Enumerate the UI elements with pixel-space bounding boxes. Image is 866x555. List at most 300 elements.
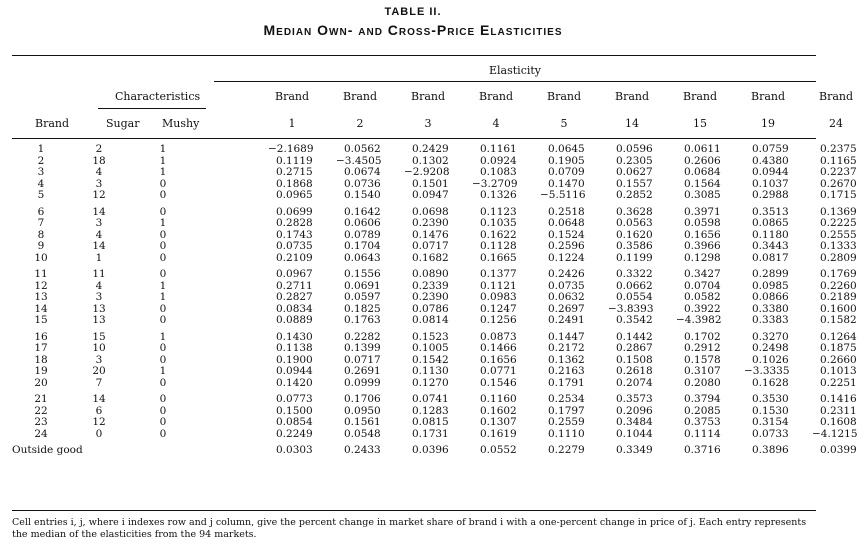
elasticity-cell: 0.0771 [480,365,517,377]
elasticity-cell: 0.0563 [616,217,653,229]
table-row [10,394,816,406]
sugar-cell: 14 [92,393,106,405]
sugar-cell: 14 [92,205,106,218]
elasticity-cell: 0.1013 [820,365,857,377]
elasticity-cell: 0.0789 [344,228,381,241]
elasticity-cell: 0.2559 [548,416,585,428]
sugar-cell: 3 [95,177,103,190]
header-elasticity-brand-number: 15 [693,117,707,130]
elasticity-cell: 0.2715 [276,166,313,178]
elasticity-cell: 0.0950 [344,404,381,417]
elasticity-cell: 0.0303 [276,444,313,456]
elasticity-cell: 0.3586 [616,240,653,252]
elasticity-cell: 0.1557 [616,177,653,190]
elasticity-cell: 0.1715 [820,189,857,201]
elasticity-cell: 0.3971 [684,205,721,218]
elasticity-cell: 0.1369 [820,205,857,218]
elasticity-cell: 0.1247 [480,302,517,315]
elasticity-cell: 0.1470 [548,177,585,190]
elasticity-cell: 0.1546 [480,376,517,389]
elasticity-cell: 0.2828 [276,217,313,229]
spacer-cell [200,269,258,281]
sugar-cell: 14 [92,240,106,252]
elasticity-cell: 0.0854 [276,416,313,428]
elasticity-cell: −3.2709 [472,177,518,190]
elasticity-cell: 0.1791 [548,376,585,389]
elasticity-cell: 0.2711 [276,279,313,292]
sugar-cell: 3 [95,291,103,303]
sugar-cell: 4 [95,279,103,292]
elasticity-cell: 0.1628 [752,376,789,389]
characteristics-rule [98,108,206,109]
table-row [10,241,816,253]
header-elasticity-brand-number: 14 [625,117,639,130]
brand-cell: 22 [34,404,48,417]
elasticity-cell: 0.3380 [752,302,789,315]
sugar-cell: 12 [92,189,106,201]
elasticity-cell: 0.0662 [616,279,653,292]
elasticity-cell: 0.0735 [548,279,585,292]
elasticity-cell: 0.3966 [684,240,721,252]
elasticity-cell: 0.0717 [412,240,449,252]
elasticity-cell: 0.2691 [344,365,381,377]
sugar-cell: 0 [95,427,103,440]
spacer-cell [200,156,258,168]
mushy-cell: 0 [159,189,167,201]
elasticity-cell: 0.2339 [412,279,449,292]
elasticity-cell: 0.1123 [480,205,517,218]
brand-cell: 17 [34,342,48,354]
brand-cell: 19 [34,365,48,377]
elasticity-cell: 0.3349 [616,444,653,456]
header-elasticity: Elasticity [489,64,542,77]
elasticity-cell: 0.3085 [684,189,721,201]
elasticity-cell: 0.1199 [616,251,653,264]
header-elasticity-brand-word: Brand [818,90,854,103]
elasticity-cell: 0.0596 [616,143,653,155]
spacer-cell [200,332,258,344]
elasticity-cell: 0.0717 [344,353,381,366]
elasticity-cell: 0.0562 [344,143,381,155]
elasticity-cell: 0.1619 [480,427,517,440]
elasticity-cell: 0.1905 [548,154,585,167]
elasticity-cell: 0.2260 [820,279,857,292]
mushy-cell: 0 [159,342,167,354]
elasticity-cell: 0.1302 [412,154,449,167]
elasticity-cell: 0.3716 [684,444,721,456]
elasticity-cell: 0.0684 [684,166,721,178]
elasticity-table [10,143,858,457]
elasticity-cell: −3.3335 [744,365,790,377]
brand-cell: 2 [37,154,45,167]
spacer-cell [200,292,258,304]
elasticity-cell: 0.0786 [412,302,449,315]
mushy-cell: 1 [159,166,167,178]
mushy-cell: 0 [159,240,167,252]
elasticity-cell: 0.1326 [480,189,517,201]
table-body [10,143,858,457]
elasticity-cell: 0.1656 [684,228,721,241]
header-sugar: Sugar [106,117,140,130]
table-row [10,167,816,179]
mushy-cell: 0 [159,228,167,241]
elasticity-cell: 0.2618 [616,365,653,377]
elasticity-cell: 0.2375 [820,143,857,155]
table-row [10,378,816,390]
elasticity-cell: 0.0632 [548,291,585,303]
elasticity-cell: 0.1622 [480,228,517,241]
elasticity-cell: 0.3530 [752,393,789,405]
elasticity-cell: 0.2390 [412,217,449,229]
elasticity-cell: 0.1556 [344,268,381,280]
elasticity-cell: 0.0889 [276,314,313,326]
spacer-cell [200,230,258,242]
elasticity-cell: 0.1665 [480,251,517,264]
elasticity-cell: 0.1044 [616,427,653,440]
elasticity-cell: 0.1138 [276,342,313,354]
elasticity-cell: 0.3484 [616,416,653,428]
top-rule [12,55,816,56]
elasticity-cell: 0.1540 [344,189,381,201]
elasticity-cell: 0.0965 [276,189,313,201]
elasticity-cell: 0.1037 [752,177,789,190]
elasticity-cell: −3.4505 [336,154,382,167]
elasticity-cell: −2.1689 [268,143,314,155]
sugar-cell: 4 [95,166,103,178]
elasticity-cell: 0.1602 [480,404,517,417]
elasticity-cell: 0.1283 [412,404,449,417]
brand-cell: 16 [34,330,48,343]
brand-cell: 12 [34,279,48,292]
sugar-cell: 11 [92,268,106,280]
header-elasticity-brand-word: Brand [274,90,310,103]
sugar-cell: 2 [95,143,103,155]
elasticity-cell: 0.1875 [820,342,857,354]
brand-cell: 15 [34,314,48,326]
brand-cell: 21 [34,393,48,405]
brand-cell: 14 [34,302,48,315]
elasticity-cell: 0.0704 [684,279,721,292]
elasticity-cell: 0.0967 [276,268,313,280]
header-elasticity-brand-word: Brand [478,90,514,103]
spacer-cell [200,190,258,202]
elasticity-cell: 0.0597 [344,291,381,303]
header-elasticity-brand-number: 5 [560,117,568,130]
elasticity-cell: 0.1564 [684,177,721,190]
elasticity-cell: 0.2305 [616,154,653,167]
spacer-cell [200,343,258,355]
spacer-cell [200,366,258,378]
elasticity-cell: 0.0773 [276,393,313,405]
brand-cell: 6 [37,205,45,218]
header-elasticity-brand-number: 3 [424,117,432,130]
header-elasticity-brand-word: Brand [546,90,582,103]
table-row [10,269,816,281]
elasticity-cell: 0.2498 [752,342,789,354]
elasticity-cell: 0.3896 [752,444,789,456]
header-mushy: Mushy [162,117,200,130]
header-elasticity-brand-word: Brand [410,90,446,103]
elasticity-cell: 0.3922 [684,302,721,315]
brand-cell: 8 [37,228,45,241]
elasticity-cell: 0.1682 [412,251,449,264]
mushy-cell: 0 [159,376,167,389]
sugar-cell: 18 [92,154,106,167]
header-elasticity-brand-number: 4 [492,117,500,130]
brand-cell: 1 [37,143,45,155]
elasticity-cell: 0.0674 [344,166,381,178]
elasticity-cell: 0.2518 [548,205,585,218]
mushy-cell: 0 [159,205,167,218]
elasticity-cell: 0.2670 [820,177,857,190]
elasticity-cell: 0.2074 [616,376,653,389]
header-bottom-rule [12,138,816,139]
elasticity-cell: 0.1298 [684,251,721,264]
mushy-cell: 1 [159,217,167,229]
elasticity-cell: 0.1416 [820,393,857,405]
header-elasticity-brand-number: 24 [829,117,843,130]
elasticity-cell: 0.0815 [412,416,449,428]
elasticity-cell: 0.1035 [480,217,517,229]
elasticity-cell: 0.2697 [548,302,585,315]
elasticity-cell: 0.3753 [684,416,721,428]
elasticity-cell: 0.2282 [344,330,381,343]
elasticity-cell: 0.1447 [548,330,585,343]
elasticity-cell: 0.1530 [752,404,789,417]
brand-cell: 9 [37,240,45,252]
elasticity-cell: 0.2534 [548,393,585,405]
brand-cell: 20 [34,376,48,389]
elasticity-cell: 0.0944 [276,365,313,377]
elasticity-cell: 0.2912 [684,342,721,354]
elasticity-rule [214,81,816,82]
elasticity-cell: 0.2827 [276,291,313,303]
elasticity-cell: 0.3427 [684,268,721,280]
elasticity-cell: 0.0890 [412,268,449,280]
table-row [10,190,816,202]
outside-good-row [10,445,816,457]
sugar-cell: 15 [92,330,106,343]
elasticity-cell: 0.1523 [412,330,449,343]
elasticity-cell: 0.0873 [480,330,517,343]
elasticity-cell: 0.1578 [684,353,721,366]
elasticity-cell: 0.1307 [480,416,517,428]
elasticity-cell: 0.3107 [684,365,721,377]
elasticity-cell: 0.0741 [412,393,449,405]
elasticity-cell: 0.1165 [820,154,857,167]
elasticity-cell: 0.1442 [616,330,653,343]
elasticity-cell: 0.1825 [344,302,381,315]
elasticity-cell: 0.2080 [684,376,721,389]
sugar-cell: 10 [92,342,106,354]
elasticity-cell: 0.2249 [276,427,313,440]
elasticity-cell: 0.1256 [480,314,517,326]
elasticity-cell: 0.1656 [480,353,517,366]
table-row [10,253,816,265]
elasticity-cell: 0.0866 [752,291,789,303]
spacer-cell [200,417,258,429]
elasticity-cell: 0.0983 [480,291,517,303]
elasticity-cell: 0.1119 [276,154,313,167]
elasticity-cell: 0.0736 [344,177,381,190]
mushy-cell: 1 [159,365,167,377]
elasticity-cell: 0.0947 [412,189,449,201]
elasticity-cell: −2.9208 [404,166,450,178]
table-row [10,343,816,355]
elasticity-cell: 0.1524 [548,228,585,241]
elasticity-cell: 0.1362 [548,353,585,366]
table-row [10,366,816,378]
elasticity-cell: −5.5116 [540,189,586,201]
elasticity-cell: 0.3513 [752,205,789,218]
brand-cell: 23 [34,416,48,428]
header-elasticity-brand-number: 19 [761,117,775,130]
elasticity-cell: −4.3982 [676,314,722,326]
header-elasticity-brand-number: 2 [356,117,364,130]
elasticity-cell: 0.0582 [684,291,721,303]
mushy-cell: 1 [159,291,167,303]
header-elasticity-brand-word: Brand [682,90,718,103]
elasticity-cell: 0.2311 [820,404,857,417]
elasticity-cell: 0.3573 [616,393,653,405]
spacer-cell [200,429,258,441]
elasticity-cell: 0.0611 [684,143,721,155]
elasticity-cell: 0.2988 [752,189,789,201]
elasticity-cell: 0.3542 [616,314,653,326]
elasticity-cell: 0.2899 [752,268,789,280]
mushy-cell: 0 [159,393,167,405]
mushy-cell: 0 [159,427,167,440]
elasticity-cell: 0.1466 [480,342,517,354]
elasticity-cell: 0.2225 [820,217,857,229]
table-row [10,417,816,429]
mushy-cell: 0 [159,416,167,428]
elasticity-cell: 0.1797 [548,404,585,417]
elasticity-cell: 0.2096 [616,404,653,417]
elasticity-cell: 0.1430 [276,330,313,343]
elasticity-cell: 0.3154 [752,416,789,428]
elasticity-cell: 0.2491 [548,314,585,326]
spacer-cell [200,394,258,406]
elasticity-cell: 0.0985 [752,279,789,292]
brand-cell: 7 [37,217,45,229]
elasticity-cell: 0.0396 [412,444,449,456]
elasticity-cell: 0.0698 [412,205,449,218]
spacer-cell [200,378,258,390]
header-brand: Brand [35,117,70,130]
elasticity-cell: 0.1763 [344,314,381,326]
elasticity-cell: 0.1160 [480,393,517,405]
elasticity-cell: 0.2429 [412,143,449,155]
table-row [10,144,816,156]
elasticity-cell: 0.1900 [276,353,313,366]
table-title: Median Own- and Cross-Price Elasticities [263,22,563,38]
spacer-cell [200,304,258,316]
elasticity-cell: 0.1769 [820,268,857,280]
elasticity-cell: 0.2555 [820,228,857,241]
elasticity-cell: 0.1868 [276,177,313,190]
elasticity-cell: 0.1110 [548,427,585,440]
elasticity-cell: 0.1026 [752,353,789,366]
spacer-cell [200,218,258,230]
elasticity-cell: 0.0814 [412,314,449,326]
header-elasticity-brand-word: Brand [614,90,650,103]
mushy-cell: 0 [159,314,167,326]
table-row [10,292,816,304]
brand-cell: 13 [34,291,48,303]
elasticity-cell: 0.1731 [412,427,449,440]
elasticity-cell: 0.2251 [820,376,857,389]
header-elasticity-brand-word: Brand [750,90,786,103]
sugar-cell: 7 [95,376,103,389]
table-row [10,429,816,441]
elasticity-cell: 0.3270 [752,330,789,343]
elasticity-cell: 0.0399 [820,444,857,456]
elasticity-cell: 0.3383 [752,314,789,326]
elasticity-cell: 0.1704 [344,240,381,252]
elasticity-cell: 0.1130 [412,365,449,377]
elasticity-cell: 0.1542 [412,353,449,366]
elasticity-cell: 0.4380 [752,154,789,167]
spacer-cell [200,179,258,191]
brand-cell: 18 [34,353,48,366]
elasticity-cell: 0.0552 [480,444,517,456]
table-label: TABLE II. [384,6,442,18]
elasticity-cell: 0.1608 [820,416,857,428]
sugar-cell: 3 [95,353,103,366]
spacer-cell [200,167,258,179]
elasticity-cell: 0.2596 [548,240,585,252]
elasticity-cell: 0.0598 [684,217,721,229]
header-elasticity-brand-word: Brand [342,90,378,103]
elasticity-cell: 0.1114 [684,427,721,440]
elasticity-cell: 0.1600 [820,302,857,315]
elasticity-cell: 0.2852 [616,189,653,201]
header-elasticity-brand-number: 1 [288,117,296,130]
elasticity-cell: 0.1224 [548,251,585,264]
spacer-cell [200,144,258,156]
elasticity-cell: 0.0691 [344,279,381,292]
elasticity-cell: 0.2606 [684,154,721,167]
elasticity-cell: 0.3628 [616,205,653,218]
spacer-cell [200,281,258,293]
mushy-cell: 0 [159,353,167,366]
mushy-cell: 0 [159,177,167,190]
elasticity-cell: 0.3443 [752,240,789,252]
elasticity-cell: 0.1420 [276,376,313,389]
sugar-cell: 1 [95,251,103,264]
elasticity-cell: 0.1377 [480,268,517,280]
elasticity-cell: −4.1215 [812,427,858,440]
table-row [10,315,816,327]
elasticity-cell: 0.3322 [616,268,653,280]
outside-good-label: Outside good [12,444,83,456]
table-row [10,218,816,230]
elasticity-cell: 0.1620 [616,228,653,241]
brand-cell: 5 [37,189,45,201]
elasticity-cell: 0.2237 [820,166,857,178]
elasticity-cell: 0.1121 [480,279,517,292]
elasticity-cell: 0.0999 [344,376,381,389]
elasticity-cell: 0.0645 [548,143,585,155]
sugar-cell: 20 [92,365,106,377]
elasticity-cell: 0.2109 [276,251,313,264]
elasticity-cell: 0.0627 [616,166,653,178]
elasticity-cell: 0.1005 [412,342,449,354]
elasticity-cell: 0.1180 [752,228,789,241]
elasticity-cell: 0.1476 [412,228,449,241]
elasticity-cell: 0.1270 [412,376,449,389]
